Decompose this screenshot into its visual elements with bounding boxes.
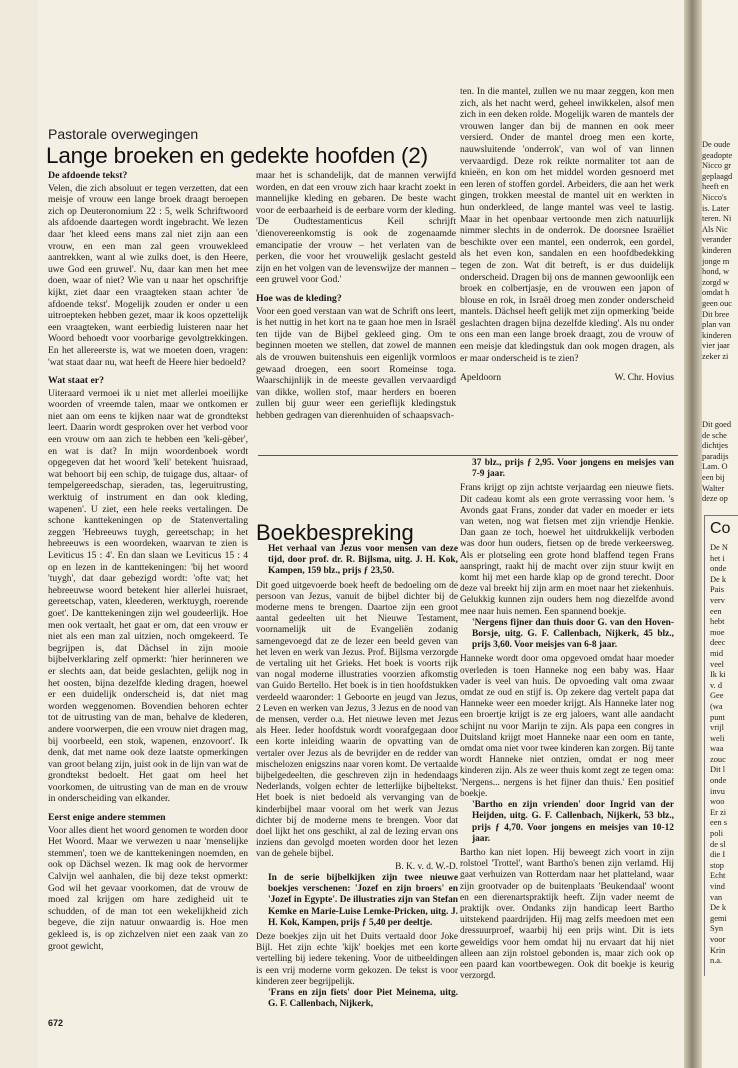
- text-fragment: waa: [710, 744, 724, 754]
- text-fragment: geadopte: [702, 150, 733, 160]
- article-title: Lange broeken en gedekte hoofden (2): [46, 143, 428, 168]
- text-fragment: Dit bree: [702, 309, 730, 319]
- text-fragment: Krin: [710, 945, 726, 955]
- text-fragment: heeft en: [702, 182, 729, 192]
- text-fragment: De N: [710, 543, 728, 552]
- text-fragment: vier jaar: [702, 341, 730, 351]
- text-fragment: De oude: [702, 140, 731, 149]
- text-fragment: geplaagd: [702, 171, 733, 181]
- text-fragment: de sl: [710, 839, 726, 849]
- text-fragment: jonge m: [702, 256, 730, 266]
- text-fragment: invu: [710, 786, 725, 796]
- text-fragment: Pais: [710, 585, 724, 595]
- subheading: Eerst enige andere stemmen: [48, 812, 166, 824]
- text-fragment: het i: [710, 553, 725, 563]
- book-title-entry: Het verhaal van Jezus voor mensen van deze tijd, door prof. dr. R. Bijlsma, uitg. J. H. Kok, Kampen, 159 blz., prijs ƒ 23,50.: [268, 544, 458, 577]
- text-fragment: Syn: [710, 924, 724, 934]
- paragraph: Uiteraard vermoei ik u niet met allerlei moeilijke woorden of vreemde talen, maar we ontkomen er niet aan om eens te kijken naar wat de grondtekst leert. Daarin wordt gesproken over het verbod voor een vrouw om aan zich te hebben een 'keli-gèber', en wat is dat? In mijn woordenboek wordt opgegeven dat het woord 'keli' betekent 'huisraad, wat behoort bij een schip, de tuigage dus, altaar- of tempelgereedschap, sieraden, tas, legeruitrusting, werktuig of instrument en dan ook kleding, wapenen'. U ziet, een hele reeks vertalingen. De schone kanttekeningen op de Statenvertaling zeggen 'Hebreeuws tuygh, gereetschap; in het hebreeuws is een woordeken, waarvan te zien is Leviticus 15 : 4'. En dan slaan we Leviticus 15 : 4 op en lezen in de kanttekeningen: 'bij het woord 'tuygh', dat daar gebezigd wordt: 'ofte vat; het hebreeuwse woord betekent hier allerlei huisraet, gereetschap, vaten, kleederen, werktuygh, roerende goet'. De kanttekeningen zijn wel goudeerlijk. Hoe men ook vertaalt, het gaat er om, dat een vrouw er niet als een man zal uitzien, noch omgekeerd. Te begrijpen is, dat Dächsel in zijn mooie bijbelverklaring zelf opmerkt: 'hier herinneren we er slechts aan, dat beide geslachten, gelijk nog in het oosten, bijna dezelfde kleding dragen, hoewel er een duidelijk onderscheid is, dat niet mag worden weggenomen. Bovendien behoren echter tot de uitrusting van de man, behalve de klederen, andere voorwerpen, die een vrouw niet dragen mag, bij voorbeeld, een stok, wapenen, enzovoort'. Ik denk, dat met name ook deze laatste opmerkingen van groot belang zijn, juist ook in de lijn van wat de grondtekst bedoelt. Het gaat om heel het voorkomen, de uitrusting van de man en de vrouw in onderscheiding van elkander.: [48, 387, 248, 805]
- text-fragment: paradijs: [702, 451, 729, 461]
- next-page-middle-text: [702, 420, 738, 505]
- text-fragment: onde: [710, 776, 727, 786]
- page-number: 672: [48, 1018, 64, 1028]
- text-fragment: zouc: [710, 754, 726, 764]
- next-page-box-title: Co: [710, 520, 731, 537]
- subheading: Hoe was de kleding?: [256, 292, 342, 304]
- text-fragment: Nicco's: [702, 192, 727, 202]
- section-divider: [258, 455, 678, 456]
- text-fragment: gemi: [710, 913, 727, 923]
- text-fragment: (wa: [710, 701, 723, 711]
- text-fragment: Dit goed: [702, 420, 732, 429]
- book-reviews-right: [460, 458, 674, 982]
- text-fragment: Er zi: [710, 807, 727, 817]
- text-fragment: vrijl: [710, 723, 724, 733]
- paragraph: Voor een goed verstaan van wat de Schrift ons leert, is het nuttig in het kort na te gaan hoe men in Israël ten tijde van de Bijbel gekleed ging. Om te beginnen moeten we stellen, dat zowel de mannen als de vrouwen buitenshuis een eigenlijk vormloos gewaad droegen, een soort Romeinse toga. Waarschijnlijk in de meeste gevallen vervaardigd van dikke, wollen stof, maar herders en boeren zullen bij guur weer een gerieflijk kledingstuk hebben gedragen van dierenhuiden of schaapsvach-: [256, 305, 456, 421]
- paragraph: Velen, die zich absoluut er tegen verzetten, dat een meisje of vrouw een lange broek draagt beroepen zich op Deuteronomium 22 : 5, welk Schriftwoord als afdoende daartegen wordt ingebracht. We lezen daar 'het kleed eens mans zal niet zijn aan een vrouw, en een man zal geen vrouwekleed aantrekken, want al wie zulks doet, is den Heere, uwe God een gruwel'. Nu, daar kan men het mee doen, waar of niet? Wie van u naar het opschriftje kijkt, ziet daar een vraagteken staan achter 'de afdoende tekst'. Mogelijk zouden er onder u een uitroepteken hebben gezet, maar ik koos opzettelijk een vraagteken, want eerbiedig luisteren naar het Woord behoedt voor voorbarige gevolgtrekkingen. En het allereerste is, wat we moeten doen, vragen: 'wat staat daar nu, wat heeft de Heere hier bedoeld?: [48, 182, 248, 368]
- text-fragment: van: [710, 892, 723, 902]
- text-fragment: verv: [710, 595, 725, 605]
- next-page-fragment: [702, 0, 738, 1068]
- text-fragment: veel: [710, 659, 724, 669]
- book-title-entry: 'Bartho en zijn vrienden' door Ingrid van der Heijden, uitg. G. F. Callenbach, Nijkerk, 53 blz., prijs ƒ 4,70. Voor jongens en meisjes van 10-12 jaar.: [472, 800, 674, 844]
- text-fragment: kinderen: [702, 330, 732, 340]
- text-fragment: Echt: [710, 871, 726, 881]
- text-fragment: is. Later: [702, 203, 730, 213]
- article-column-2: [256, 170, 456, 421]
- text-fragment: zeker zi: [702, 351, 729, 361]
- paragraph: ten. In die mantel, zullen we nu maar zeggen, kon men zich, als het nacht werd, geheel inwikkelen, alsof men zich in een deken rolde. Mogelijk waren de mantels der vrouwen langer dan bij de mannen en ook meer versierd. Onder de mantel droeg men een korte, nauwsluitende 'onderrok', van wol of van linnen vervaardigd. Deze rok reikte normaliter tot aan de knieën, en kon om het middel worden gesnoerd met een leren of stoffen gordel. Arbeiders, die aan het werk gingen, trokken meestal de mantel uit en werkten in hun onderkleed, de lange mantel was veel te lastig. Maar in het openbaar vertoonde men zich natuurlijk nimmer slechts in de onderrok. De doorsnee Israëliet beschikte over een mantel, een onderrok, een gordel, als het even kon, sandalen en een hoofdbedekking tegen de zon. Wat dit betreft, is er dus duidelijk onderscheid. Dragen bij ons de mannen gewoonlijk een broek en colbertjasje, en de vrouwen een japon of blouse en rok, in Israël droeg men zonder onderscheid mantels. Dächsel heeft gelijk met zijn opmerking 'beide geslachten dragen bijna dezelfde kleding'. Als nu onder ons een man een lange broek draagt, zou de vrouw of een meisje dat kledingstuk dan ook mogen dragen, als er maar onderscheid is te zien?: [460, 86, 674, 364]
- text-fragment: moe: [710, 627, 725, 637]
- next-page-box-text: [710, 543, 728, 967]
- text-fragment: Nicco gr: [702, 161, 732, 171]
- text-fragment: Als Nic: [702, 224, 728, 234]
- text-fragment: onde: [710, 564, 727, 574]
- book-gutter: [684, 0, 702, 1068]
- section-label: Pastorale overwegingen: [48, 126, 199, 142]
- text-fragment: hond, w: [702, 267, 729, 277]
- text-fragment: deze op: [702, 494, 728, 504]
- page-margin: [0, 0, 38, 1068]
- paragraph: Dit goed uitgevoerde boek heeft de bedoeling om de persoon van Jezus, vanuit de bijbel dichter bij de moderne mens te brengen. Daartoe zijn een groot aantal gedeelten uit het Nieuwe Testament, voornamelijk uit de Evangeliën zodanig samengevoegd dat ze de lezer een beeld geven van het leven en werk van Jezus. Prof. Bijlsma verzorgde de vertaling uit het Grieks. Het boek is voorts rijk van nogal moderne illustraties voorzien afkomstig van Guido Bertello. Het boek is in tien hoofdstukken verdeeld waaronder: 1 Geboorte en jeugd van Jezus, 2 Leven en werken van Jezus, 3 Jezus en de nood van de mensen, verder o.a. Het nieuwe leven met Jezus als Heer. Ieder hoofdstuk wordt voorafgegaan door een korte inleiding waarin de opvatting van de vertaler over Jezus als de bevrijder en de redder van mischelozen enigszins naar voren komt. De vertaalde bijbelgedeelten, die geschreven zijn in hedendaags Nederlands, volgen echter de letterlijke bijbeltekst. Het boek is niet bedoeld als vervanging van de kinderbijbel maar vooral om het werk van Jezus dichter bij de moderne mens te brengen. Voor dat doel lijkt het ons geschikt, al zal de lezing ervan ons inziens dan gevolgd moeten worden door het lezen van de gehele bijbel.: [256, 580, 458, 860]
- signature-author: W. Chr. Hovius: [614, 372, 674, 384]
- text-fragment: Walter: [702, 483, 725, 493]
- subheading: Wat staat er?: [48, 375, 105, 387]
- text-fragment: mid: [710, 648, 724, 658]
- paragraph: Hanneke wordt door oma opgevoed omdat haar moeder overleden is toen Hanneke nog een baby was. Haar vader is veel van huis. De opvoeding valt oma zwaar omdat ze oud en stijf is. Op zekere dag vertelt papa dat Hanneke weer een moeder krijgt. Als Hanneke later nog een broertje krijgt is ze erg jaloers, want alle aandacht schijnt nu voor Marijn te zijn. Als papa een congres in Duitsland krijgt moet Hanneke naar een oom en tante, omdat oma niet voor twee kinderen kan zorgen. Bij tante wordt Hanneke niet ontzien, omdat er nog meer kinderen zijn. Als ze weer thuis komt zegt ze tegen oma: 'Nergens... nergens is het fijner dan thuis.' Een positief boekje.: [460, 654, 674, 799]
- text-fragment: v. d: [710, 680, 723, 690]
- text-fragment: omdat h: [702, 288, 730, 298]
- book-title-entry: 'Nergens fijner dan thuis door G. van den Hoven-Borsje, uitg. G. F. Callenbach, Nijkerk, 45 blz., prijs 3,60. Voor meisjes van 6-8 jaar.: [472, 617, 674, 651]
- text-fragment: dichtjes: [702, 441, 729, 451]
- book-reviews-left: [256, 544, 458, 1013]
- book-review-heading: Boekbespreking: [256, 520, 414, 545]
- text-fragment: woo: [710, 797, 725, 807]
- paragraph: Deze boekjes zijn uit het Duits vertaald door Joke Bijl. Het zijn echte 'kijk' boekjes met een korte vertelling bij iedere tekening. Voor de uitbeeldingen is een vrij moderne vorm gekozen. De tekst is voor kinderen zeer begrijpelijk.: [256, 931, 458, 987]
- paragraph: Voor alles dient het woord genomen te worden door Het Woord. Maar we verwezen u naar 'menselijke stemmen', toen we de kanttekeningen noemden, en ook op Dächsel wezen. Ik mag ook de hervormer Calvijn wel aanhalen, die bij deze tekst opmerkt: God wil het gevaar voorkomen, dat de vrouw de moed zal krijgen om hare zedigheid uit te schudden, of de man tot een wekelijkheid zich begeve, die zijn natuur onwaardig is. Hoe men gekleed is, is op zichzelven niet een zaak van zo groot gewicht,: [48, 824, 248, 952]
- article-column-1: [48, 170, 248, 952]
- text-fragment: Dit l: [710, 765, 726, 775]
- text-fragment: een s: [710, 818, 727, 828]
- text-fragment: Lam. O: [702, 462, 728, 472]
- text-fragment: geen ouc: [702, 298, 732, 308]
- article-column-3-text: [460, 86, 674, 364]
- text-fragment: De k: [710, 574, 727, 584]
- text-fragment: kinderen: [702, 245, 732, 255]
- next-page-top-text: [702, 140, 738, 362]
- text-fragment: vind: [710, 882, 725, 891]
- book-title-entry: In de serie bijbelkijken zijn twee nieuwe boekjes verschenen: 'Jozef en zijn broers' en 'Jozef in Egypte'. De illustraties zijn van Stefan Kemke en Marie-Luise Lemke-Pricken, uitg. J. H. Kok, Kampen, prijs ƒ 5,40 per deeltje.: [268, 872, 458, 928]
- text-fragment: de sche: [702, 430, 727, 440]
- text-fragment: weli: [710, 733, 725, 743]
- text-fragment: een bij: [702, 472, 725, 482]
- paragraph: maar het is schandelijk, dat de mannen verwijfd worden, en dat een vrouw zich haar kracht zoekt in mannelijke kleding en gebaren. De beste wacht voor de eerbaarheid is de eerbare vorm der kleding. 'De Oudtestamenticus Keil schrijft 'dienovereenkomstig is ook de zogenaamde emancipatie der vrouw – het verlaten van de perken, die voor het vrouwelijk geslacht gesteld zijn en het volgen van de levenswijze der mannen – een gruwel voor God.': [256, 170, 456, 286]
- paragraph: Bartho kan niet lopen. Hij beweegt zich voort in zijn rolstoel 'Trottel', want Bartho's benen zijn verlamd. Hij gaat verhuizen van Rotterdam naar het platteland, waar zijn grootvader op de buitenplaats 'Beukendaal' woont en een dierenartspraktijk heeft. Zijn vader neemt de praktijk over. Ondanks zijn handicap leert Bartho uitstekend paardrijden. Hij mag zelfs meedoen met een dressuurproef, waarbij hij een prijs wint. Dit is iets geweldigs voor hem omdat hij nu ervaart dat hij niet alleen aan zijn rolstoel gebonden is, maar zich ook op een paard kan voortbewegen. Ook dit boekje is keurig verzorgd.: [460, 847, 674, 982]
- paragraph: Frans krijgt op zijn achtste verjaardag een nieuwe fiets. Dit cadeau komt als een grote verrassing voor hem. 's Avonds gaat Frans, zonder dat vader en moeder er iets van weten, nog wat fietsen met zijn vriendje Henkie. Dan gaan ze toch, hoewel het uitdrukkelijk verboden was door hun ouders, fietsen op de brede verkeersweg. Als er plotseling een grote hond blaffend tegen Frans aanspringt, raakt hij de macht over zijn stuur kwijt en komt hij met een harde klap op de grond terecht. Door deze val breekt hij zijn arm en moet naar het ziekenhuis. Gelukkig kunnen zijn ouders hem nog diezelfde avond mee naar huis nemen. Een spannend boekje.: [460, 483, 674, 617]
- text-fragment: punt: [710, 712, 725, 722]
- text-fragment: teren. Ni: [702, 214, 732, 224]
- text-fragment: deec: [710, 638, 726, 648]
- text-fragment: zorgd w: [702, 277, 730, 287]
- text-fragment: De k: [710, 903, 727, 913]
- text-fragment: Ik ki: [710, 670, 726, 680]
- text-fragment: stop: [710, 860, 724, 870]
- text-fragment: Gee: [710, 691, 724, 701]
- book-title-entry: 37 blz., prijs ƒ 2,95. Voor jongens en meisjes van 7-9 jaar.: [472, 458, 674, 480]
- text-fragment: plan van: [702, 320, 731, 330]
- text-fragment: verander: [702, 235, 732, 245]
- review-author: B. K. v. d. W.-D.: [395, 861, 458, 872]
- text-fragment: n.a.: [710, 956, 723, 966]
- article-column-3: [460, 86, 674, 384]
- text-fragment: voor: [710, 934, 726, 944]
- text-fragment: poli: [710, 829, 724, 839]
- subheading: De afdoende tekst?: [48, 170, 128, 181]
- article-signature: [460, 372, 674, 384]
- text-fragment: die I: [710, 850, 726, 860]
- book-title-entry: 'Frans en zijn fiets' door Piet Meinema, uitg. G. F. Callenbach, Nijkerk,: [268, 987, 458, 1010]
- text-fragment: een: [710, 606, 722, 616]
- signature-place: Apeldoorn: [460, 372, 502, 384]
- text-fragment: hebt: [710, 617, 725, 627]
